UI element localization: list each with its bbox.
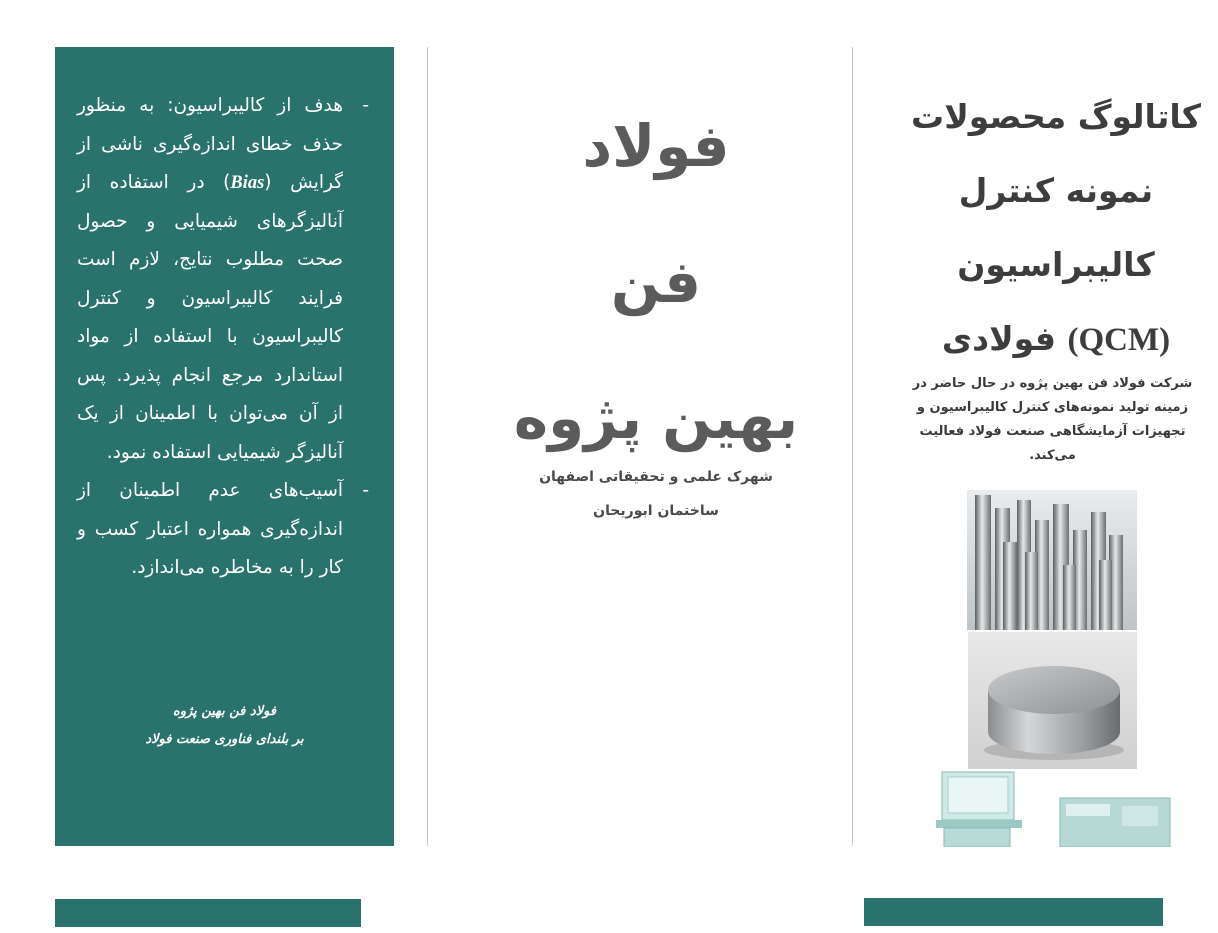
company-name-title	[440, 78, 872, 486]
address-line-1: شهرک علمی و تحقیقاتی اصفهان	[539, 469, 773, 485]
bullet-dash: -	[362, 480, 369, 501]
bullet-text-part1: هدف از کالیبراسیون: به منظور حذف خطای اندازه‌گیری ناشی از گرایش (	[77, 95, 343, 193]
catalog-title-line-3: کالیبراسیون	[957, 245, 1155, 284]
company-name-line-1: فولاد	[582, 112, 730, 180]
steel-disc-photo	[968, 632, 1137, 769]
bottom-bar-left	[55, 899, 361, 927]
address-line-2: ساختمان ابوریحان	[593, 503, 719, 519]
bullet-dash: -	[362, 95, 369, 116]
company-address	[440, 460, 872, 528]
slogan-line-1: فولاد فن بهین پژوه	[172, 704, 277, 719]
company-description: شرکت فولاد فن بهین پژوه در حال حاضر در زمینه تولید نمونه‌های کنترل کالیبراسیون و تجهیزات آزمایشگاهی صنعت فولاد فعالیت می‌کند.	[912, 376, 1193, 463]
bullet-list	[77, 87, 369, 588]
catalog-title-line-1: کاتالوگ محصولات	[911, 97, 1201, 136]
bottom-bar-right	[864, 898, 1163, 926]
lab-equipment-photo	[932, 770, 1178, 847]
qcm-abbreviation: (QCM)	[1067, 322, 1171, 358]
left-panel	[55, 47, 394, 846]
bullet-calibration-goal	[77, 87, 369, 472]
steel-rods-photo	[967, 490, 1137, 630]
company-slogan	[55, 698, 394, 754]
catalog-title-line-4	[895, 302, 1217, 377]
bias-term: Bias	[230, 173, 265, 193]
slogan-line-2: بر بلندای فناوری صنعت فولاد	[145, 732, 304, 747]
catalog-title	[895, 80, 1217, 377]
bullet-uncertainty-risk	[77, 472, 369, 588]
panel-divider-left	[427, 47, 428, 846]
bullet-text: آسیب‌های عدم اطمینان از اندازه‌گیری همواره اعتبار کسب و کار را به مخاطره می‌اندازد.	[77, 480, 343, 578]
company-name-line-3: بهین پژوه	[513, 384, 799, 452]
bullet-text-part2: ) در استفاده از آنالیزگرهای شیمیایی و حصول صحت مطلوب نتایج، لازم است فرایند کالیبراسیون و کنترل کالیبراسیون با استفاده از مواد استاندارد مرجع انجام پذیرد. پس از آن می‌توان با اطمینان از یک آنالیزگر شیمیایی استفاده نمود.	[77, 172, 343, 463]
steel-word: فولادی	[941, 319, 1056, 358]
catalog-title-line-2: نمونه کنترل	[958, 171, 1154, 210]
company-name-line-2: فن	[610, 248, 702, 316]
